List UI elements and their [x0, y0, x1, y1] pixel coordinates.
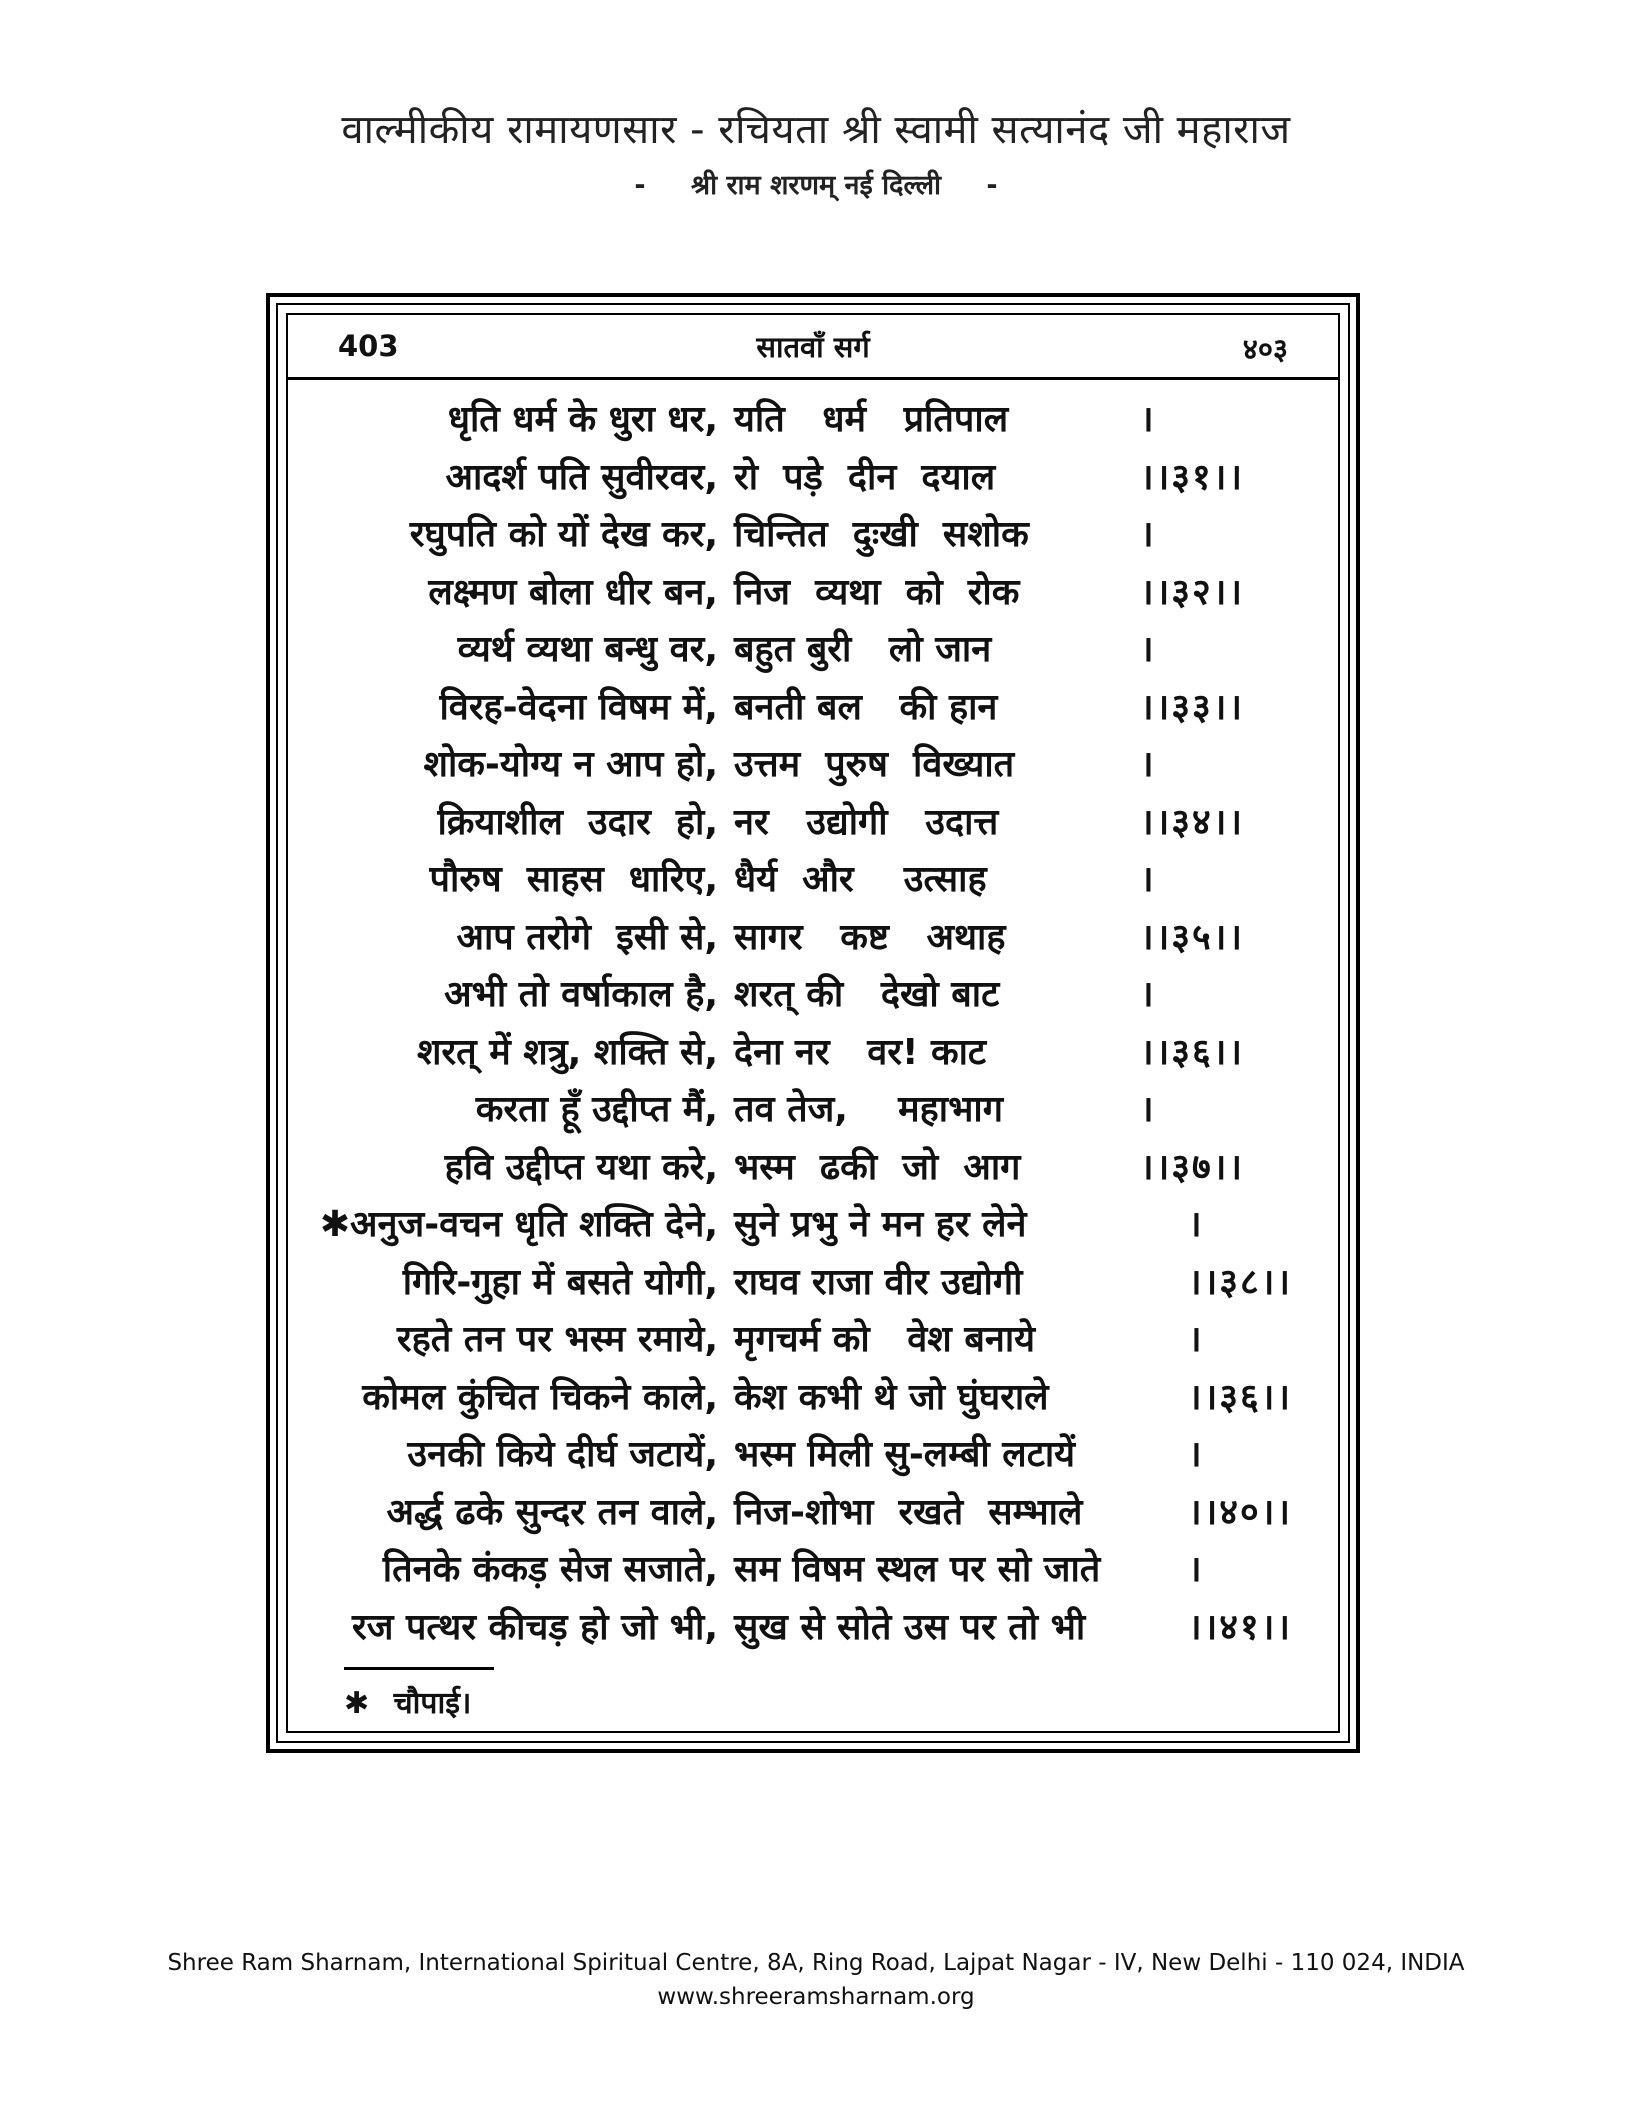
verse-first-half: पौरुष साहस धारिए, — [429, 859, 718, 900]
verse-line — [288, 393, 1338, 449]
verse-first-half: कोमल कुंचित चिकने काले, — [362, 1376, 718, 1418]
verse-number: ।।४१।। — [1188, 1606, 1293, 1648]
verse-second-half: यति धर्म प्रतिपाल — [734, 399, 1009, 440]
verse-line — [288, 1313, 1338, 1369]
verse-first-half: उनकी किये दीर्घ जटायें, — [407, 1434, 718, 1475]
verse-second-half: सागर कष्ट अथाह — [734, 916, 1006, 958]
verse-second-half: सुख से सोते उस पर तो भी — [734, 1606, 1086, 1648]
verse-second-half: राघव राजा वीर उद्योगी — [734, 1261, 1023, 1303]
verse-first-half: रहते तन पर भस्म रमाये, — [396, 1319, 718, 1360]
verse-first-half: हवि उद्दीप्त यथा करे, — [444, 1146, 718, 1188]
verse-line — [288, 1198, 1338, 1254]
subtitle-dash-right: - — [986, 170, 998, 201]
verse-first-half: व्यर्थ व्यथा बन्धु वर, — [457, 629, 718, 670]
verse-second-half: शरत् की देखो बाट — [734, 974, 1000, 1015]
verse-number: । — [1188, 1434, 1204, 1475]
verse-number: ।।३१।। — [1140, 456, 1245, 498]
verse-second-half: रो पड़े दीन दयाल — [734, 456, 996, 498]
verse-second-half: बनती बल की हान — [734, 686, 998, 728]
verse-number: ।।३७।। — [1140, 1146, 1245, 1188]
subtitle-text: श्री राम शरणम् नई दिल्ली — [690, 170, 941, 201]
verse-second-half: भस्म मिली सु-लम्बी लटायें — [734, 1434, 1076, 1475]
verse-line — [288, 1543, 1338, 1599]
page-frame-middle — [276, 303, 1350, 1743]
verse-second-half: सुने प्रभु ने मन हर लेने — [734, 1204, 1027, 1245]
verse-number: ।।३४।। — [1140, 801, 1245, 843]
verse-line — [288, 451, 1338, 507]
verse-second-half: चिन्तित दुःखी सशोक — [734, 514, 1029, 555]
verse-line — [288, 566, 1338, 622]
verse-number: । — [1140, 744, 1156, 785]
verse-second-half: केश कभी थे जो घुंघराले — [734, 1376, 1049, 1418]
verse-number: ।।४०।। — [1188, 1491, 1293, 1533]
verse-number: ।।३६।। — [1188, 1376, 1293, 1418]
document-title: वाल्मीकीय रामायणसार - रचियता श्री स्वामी सत्यानंद जी महाराज — [341, 107, 1291, 153]
verse-line — [288, 968, 1338, 1024]
verse-line — [288, 1371, 1338, 1427]
verse-number: । — [1188, 1204, 1204, 1245]
verse-number: । — [1140, 399, 1156, 440]
verse-first-half: गिरि-गुहा में बसते योगी, — [402, 1261, 718, 1303]
verse-line — [288, 1026, 1338, 1082]
verse-second-half: बहुत बुरी लो जान — [734, 629, 992, 670]
verse-second-half: देना नर वर! काट — [734, 1031, 987, 1073]
subtitle-dash-left: - — [634, 170, 646, 201]
verse-first-half: अर्द्ध ढके सुन्दर तन वाले, — [386, 1491, 718, 1533]
verse-first-half: शरत् में शत्रु, शक्ति से, — [416, 1031, 718, 1073]
verse-line — [288, 738, 1338, 794]
verse-number: । — [1140, 859, 1156, 900]
verse-number: ।।३३।। — [1140, 686, 1245, 728]
verse-line — [288, 1083, 1338, 1139]
verse-line — [288, 681, 1338, 737]
verse-line — [288, 1428, 1338, 1484]
verse-line — [288, 1486, 1338, 1542]
verse-number: । — [1188, 1319, 1204, 1360]
verse-second-half: भस्म ढकी जो आग — [734, 1146, 1021, 1188]
verse-number: । — [1140, 1089, 1156, 1130]
verse-line — [288, 1141, 1338, 1197]
footnote-asterisk-icon: ✱ — [344, 1686, 370, 1721]
page-frame — [266, 293, 1360, 1753]
verse-line — [288, 508, 1338, 564]
document-subtitle — [0, 165, 1632, 202]
verse-first-half: करता हूँ उद्दीप्त मैं, — [475, 1089, 718, 1130]
verse-second-half: नर उद्योगी उदात्त — [734, 801, 999, 843]
verse-number: ।।३२।। — [1140, 571, 1245, 613]
verse-number: ।।३६।। — [1140, 1031, 1245, 1073]
verse-first-half: आप तरोगे इसी से, — [456, 916, 718, 958]
verse-first-half: शोक-योग्य न आप हो, — [423, 744, 718, 785]
verse-first-half: लक्ष्मण बोला धीर बन, — [428, 571, 718, 613]
verse-number: ।।३८।। — [1188, 1261, 1293, 1303]
verse-first-half: रज पत्थर कीचड़ हो जो भी, — [352, 1606, 718, 1648]
verse-number: । — [1188, 1549, 1204, 1590]
verse-line — [288, 853, 1338, 909]
running-head — [288, 315, 1338, 380]
verse-line — [288, 623, 1338, 679]
verse-line — [288, 1256, 1338, 1312]
verse-second-half: निज व्यथा को रोक — [734, 571, 1020, 613]
verse-first-half: ✱अनुज-वचन धृति शक्ति देने, — [319, 1204, 718, 1245]
footnote — [344, 1681, 471, 1722]
page-number-arabic: 403 — [338, 329, 399, 363]
footer-website[interactable]: www.shreeramsharnam.org — [657, 1984, 975, 2010]
verse-second-half: धैर्य और उत्साह — [734, 859, 987, 900]
verse-number: ।।३५।। — [1140, 916, 1245, 958]
verse-first-half: धृति धर्म के धुरा धर, — [447, 399, 718, 440]
page-frame-inner — [286, 313, 1340, 1733]
verse-number: । — [1140, 629, 1156, 670]
verse-first-half: आदर्श पति सुवीरवर, — [445, 456, 718, 498]
page-footer — [0, 1946, 1632, 2014]
verse-line — [288, 796, 1338, 852]
footer-address: Shree Ram Sharnam, International Spiritual Centre, 8A, Ring Road, Lajpat Nagar - IV, New Delhi - 110 024, INDIA — [167, 1950, 1465, 1976]
verse-line — [288, 911, 1338, 967]
verse-first-half: विरह-वेदना विषम में, — [439, 686, 718, 728]
verse-number: । — [1140, 514, 1156, 555]
footnote-rule — [344, 1667, 494, 1670]
chapter-title: सातवाँ सर्ग — [756, 330, 870, 364]
verse-second-half: तव तेज, महाभाग — [734, 1089, 1003, 1130]
verse-number: । — [1140, 974, 1156, 1015]
verse-first-half: तिनके कंकड़ सेज सजाते, — [382, 1549, 718, 1590]
verse-first-half: क्रियाशील उदार हो, — [437, 801, 718, 843]
verse-line — [288, 1601, 1338, 1657]
footnote-text: चौपाई। — [393, 1686, 472, 1721]
page-number-devanagari: ४०३ — [1242, 332, 1288, 366]
verse-second-half: मृगचर्म को वेश बनाये — [734, 1319, 1036, 1360]
verse-second-half: सम विषम स्थल पर सो जाते — [734, 1549, 1101, 1590]
verse-second-half: निज-शोभा रखते सम्भाले — [734, 1491, 1083, 1533]
verse-first-half: रघुपति को यों देख कर, — [409, 514, 718, 555]
verse-first-half: अभी तो वर्षाकाल है, — [444, 974, 718, 1015]
verse-second-half: उत्तम पुरुष विख्यात — [734, 744, 1015, 785]
